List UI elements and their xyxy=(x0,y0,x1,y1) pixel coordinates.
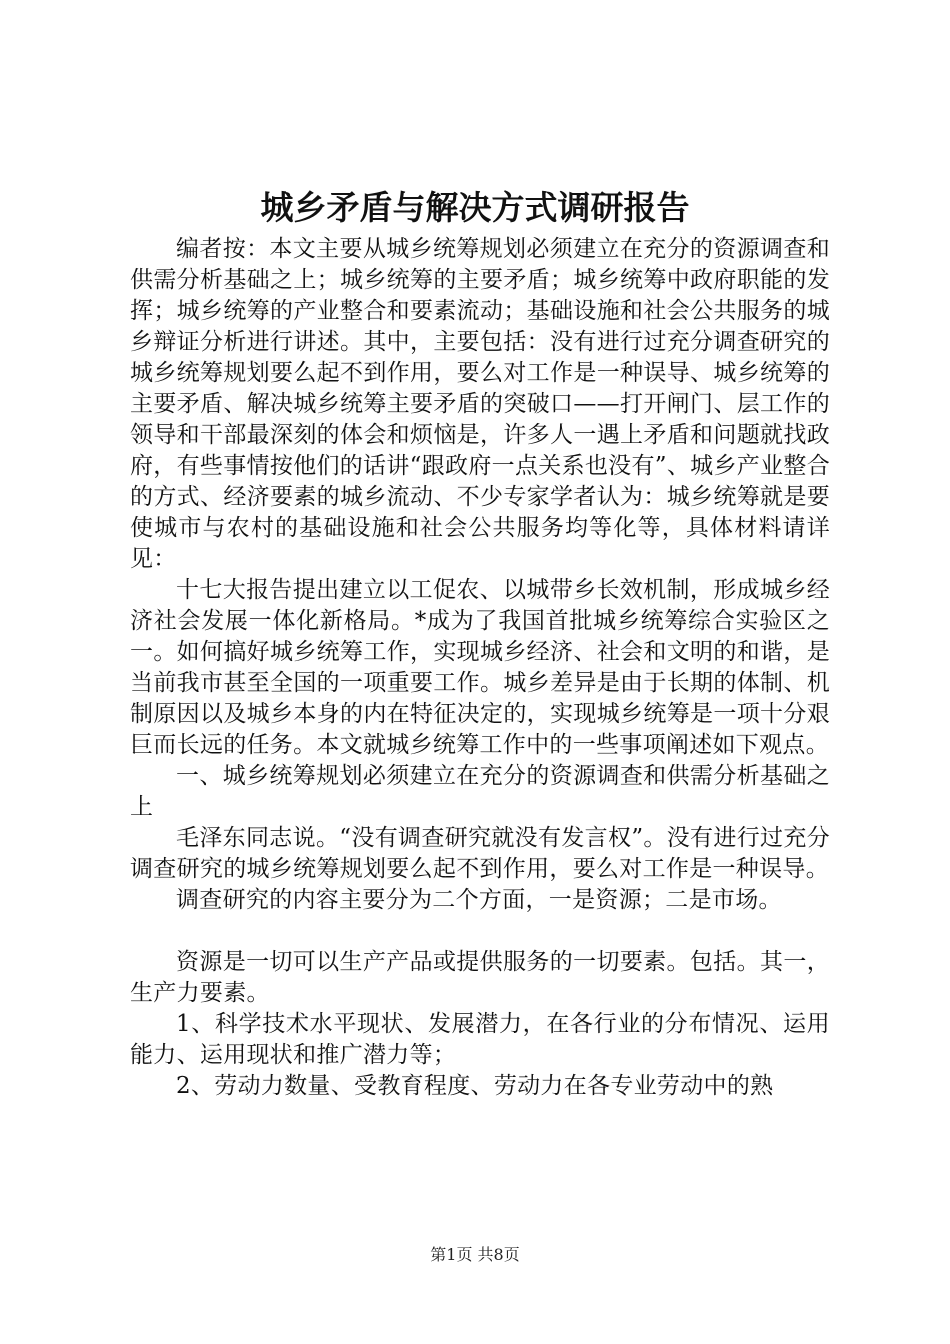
paragraph-mao-quote: 毛泽东同志说。“没有调查研究就没有发言权”。没有进行过充分调查研究的城乡统筹规划要么起不到作用，要么对工作是一种误导。 xyxy=(130,825,830,882)
list-item-1: 1、科学技术水平现状、发展潜力，在各行业的分布情况、运用能力、运用现状和推广潜力等； xyxy=(130,1011,830,1068)
document-title: 城乡矛盾与解决方式调研报告 xyxy=(260,188,690,227)
page-footer: 第1页 共8页 xyxy=(430,1245,520,1264)
list-item-2: 2、劳动力数量、受教育程度、劳动力在各专业劳动中的熟 xyxy=(176,1073,774,1099)
document-body xyxy=(130,234,830,1102)
section-heading-1: 一、城乡统筹规划必须建立在充分的资源调查和供需分析基础之上 xyxy=(130,763,830,820)
paragraph-research-content: 调查研究的内容主要分为二个方面，一是资源；二是市场。 xyxy=(176,887,782,913)
paragraph-editor-note: 编者按：本文主要从城乡统筹规划必须建立在充分的资源调查和供需分析基础之上；城乡统筹的主要矛盾；城乡统筹中政府职能的发挥；城乡统筹的产业整合和要素流动；基础设施和社会公共服务的城乡辩证分析进行讲述。其中，主要包括：没有进行过充分调查研究的城乡统筹规划要么起不到作用，要么对工作是一种误导、城乡统筹的主要矛盾、解决城乡统筹主要矛盾的突破口——打开闸门、层工作的领导和干部最深刻的体会和烦恼是，许多人一遇上矛盾和问题就找政府，有些事情按他们的话讲“跟政府一点关系也没有”、城乡产业整合的方式、经济要素的城乡流动、不少专家学者认为：城乡统筹就是要使城市与农村的基础设施和社会公共服务均等化等，具体材料请详见： xyxy=(130,236,830,572)
paragraph-spacer xyxy=(130,916,830,947)
paragraph-intro: 十七大报告提出建立以工促农、以城带乡长效机制，形成城乡经济社会发展一体化新格局。*成为了我国首批城乡统筹综合实验区之一。如何搞好城乡统筹工作，实现城乡经济、社会和文明的和谐，是当前我市甚至全国的一项重要工作。城乡差异是由于长期的体制、机制原因以及城乡本身的内在特征决定的，实现城乡统筹是一项十分艰巨而长远的任务。本文就城乡统筹工作中的一些事项阐述如下观点。 xyxy=(130,577,830,758)
paragraph-resources: 资源是一切可以生产产品或提供服务的一切要素。包括。其一，生产力要素。 xyxy=(130,949,830,1006)
